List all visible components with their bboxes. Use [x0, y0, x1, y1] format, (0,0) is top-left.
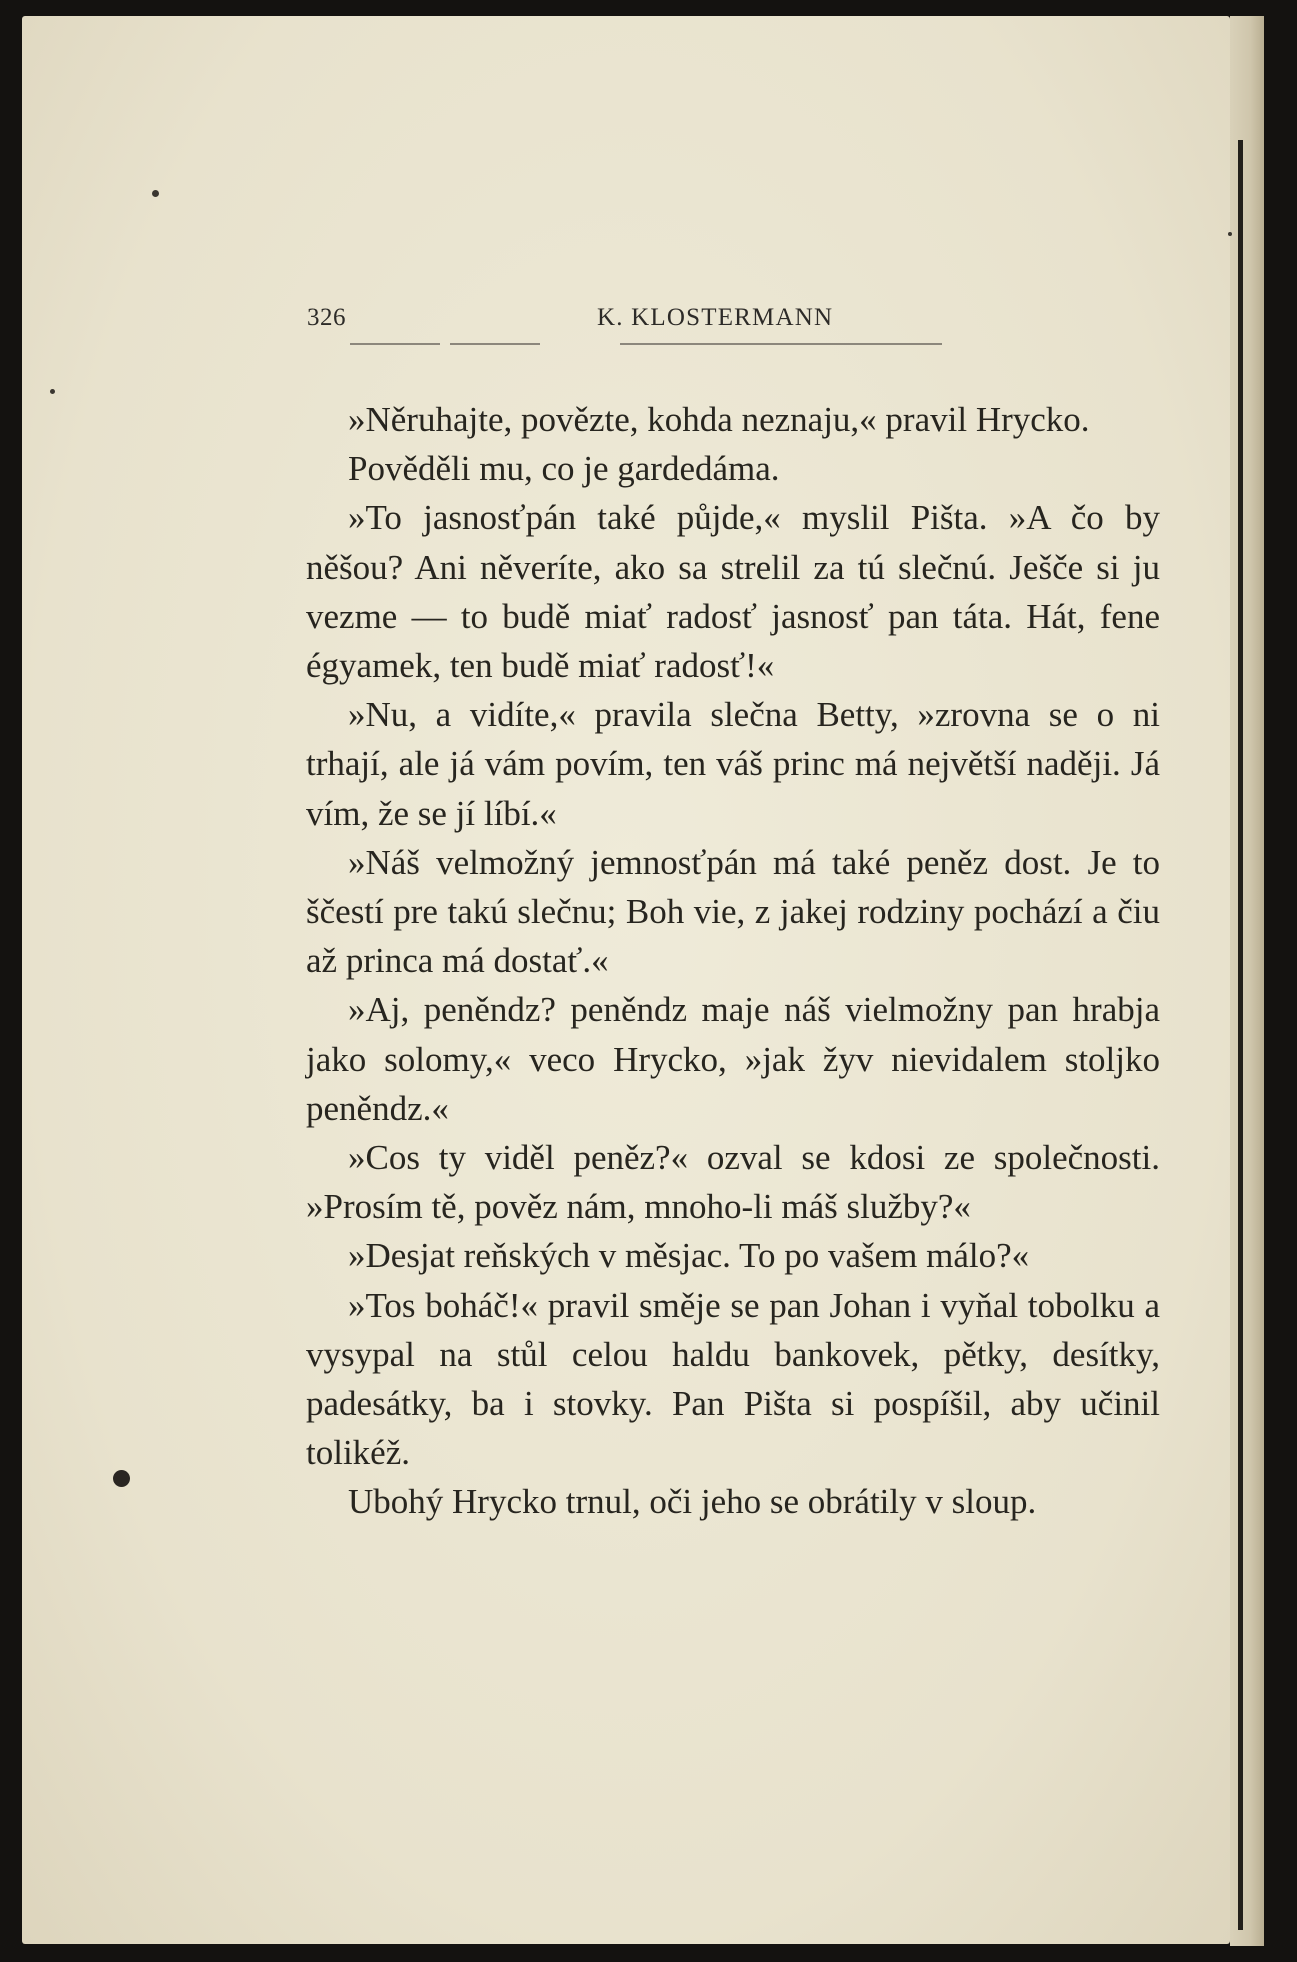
paragraph: »Cos ty viděl peněz?« ozval se kdosi ze společnosti. »Prosím tě, pověz nám, mnoho-li máš služby?« — [306, 1138, 1160, 1227]
ink-speck — [1228, 232, 1232, 236]
book-gutter — [1230, 16, 1264, 1946]
ink-speck — [152, 190, 159, 197]
ink-speck — [50, 389, 55, 394]
paragraph: »Desjat reňských v měsjac. To po vašem málo?« — [348, 1236, 1030, 1276]
header-rule — [450, 343, 540, 345]
paragraph: »Aj, peněndz? peněndz maje náš vielmožny pan hrabja jako solomy,« veco Hrycko, »jak žyv nievidalem stoljko peněndz.« — [306, 990, 1160, 1128]
paragraph: »Něruhajte, povězte, kohda neznaju,« pravil Hrycko. — [348, 400, 1090, 439]
paragraph: »Tos boháč!« pravil směje se pan Johan i vyňal tobolku a vysypal na stůl celou haldu bankovek, pětky, desítky, padesátky, ba i stovky. Pan Pišta si pospíšil, aby učinil tolikéž. — [306, 1285, 1160, 1473]
paragraph: »To jasnosťpán také půjde,« myslil Pišta. »A čo by něšou? Ani něveríte, ako sa strelil za tú slečnú. Ješče si ju vezme — to budě miať radosť jasnosť pan táta. Hát, fene égyamek, ten budě miať radosť!« — [306, 498, 1160, 686]
ink-speck — [113, 1470, 130, 1487]
paragraph: »Náš velmožný jemnosťpán má také peněz dost. Je to ščestí pre takú slečnu; Boh vie, z jakej rodziny pochází a čiu až princa má dostať.« — [306, 842, 1160, 981]
gutter-shadow-line — [1238, 140, 1243, 1930]
paragraph: »Nu, a vidíte,« pravila slečna Betty, »zrovna se o ni trhají, ale já vám povím, ten váš princ má největší naději. Já vím, že se jí líbí.« — [306, 695, 1160, 833]
author-name: K. KLOSTERMANN — [597, 304, 834, 331]
header-rule — [350, 343, 440, 345]
page-number: 326 — [307, 304, 346, 331]
header-rule — [620, 343, 942, 345]
paragraph: Pověděli mu, co je gardedáma. — [348, 449, 780, 489]
body-text — [306, 395, 1160, 1527]
running-head — [307, 304, 940, 344]
paragraph: Ubohý Hrycko trnul, oči jeho se obrátily v sloup. — [348, 1482, 1037, 1522]
